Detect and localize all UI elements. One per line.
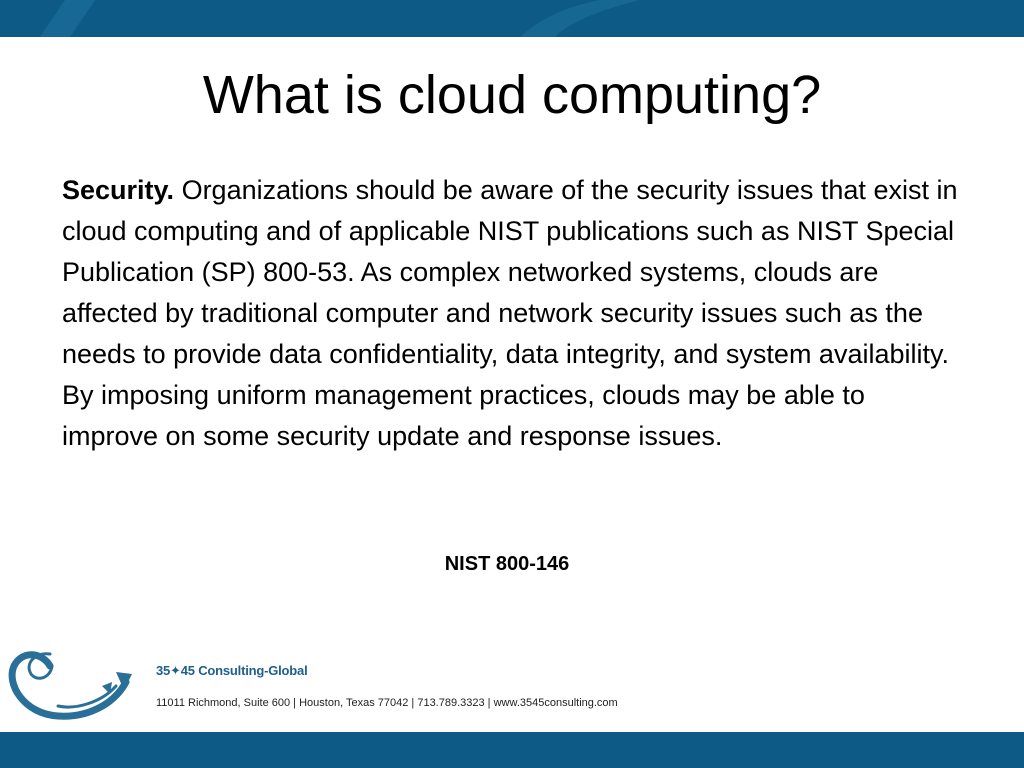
security-description: Organizations should be aware of the security issues that exist in cloud computing and of applicable NIST publications such as NIST Special Publication (SP) 800-53. As complex networked systems, clouds are affected by traditional computer and network security issues such as the needs to provide data confidentiality, data integrity, and system availability. By imposing uniform management practices, clouds may be able to improve on some security update and response issues. [62,175,958,451]
body-paragraph [62,170,967,457]
company-address: 11011 Richmond, Suite 600 | Houston, Texas 77042 | 713.789.3323 | www.3545consulting.com [156,697,618,709]
top-banner [0,0,1024,37]
source-citation: NIST 800-146 [444,553,570,575]
security-lead: Security. [62,175,175,205]
spiral-arrow-logo-icon [6,636,136,728]
banner-swoosh-decoration [0,0,1024,37]
company-name: 35✦45 Consulting-Global [156,663,308,678]
slide-title: What is cloud computing? [202,65,822,125]
bottom-banner [0,732,1024,768]
